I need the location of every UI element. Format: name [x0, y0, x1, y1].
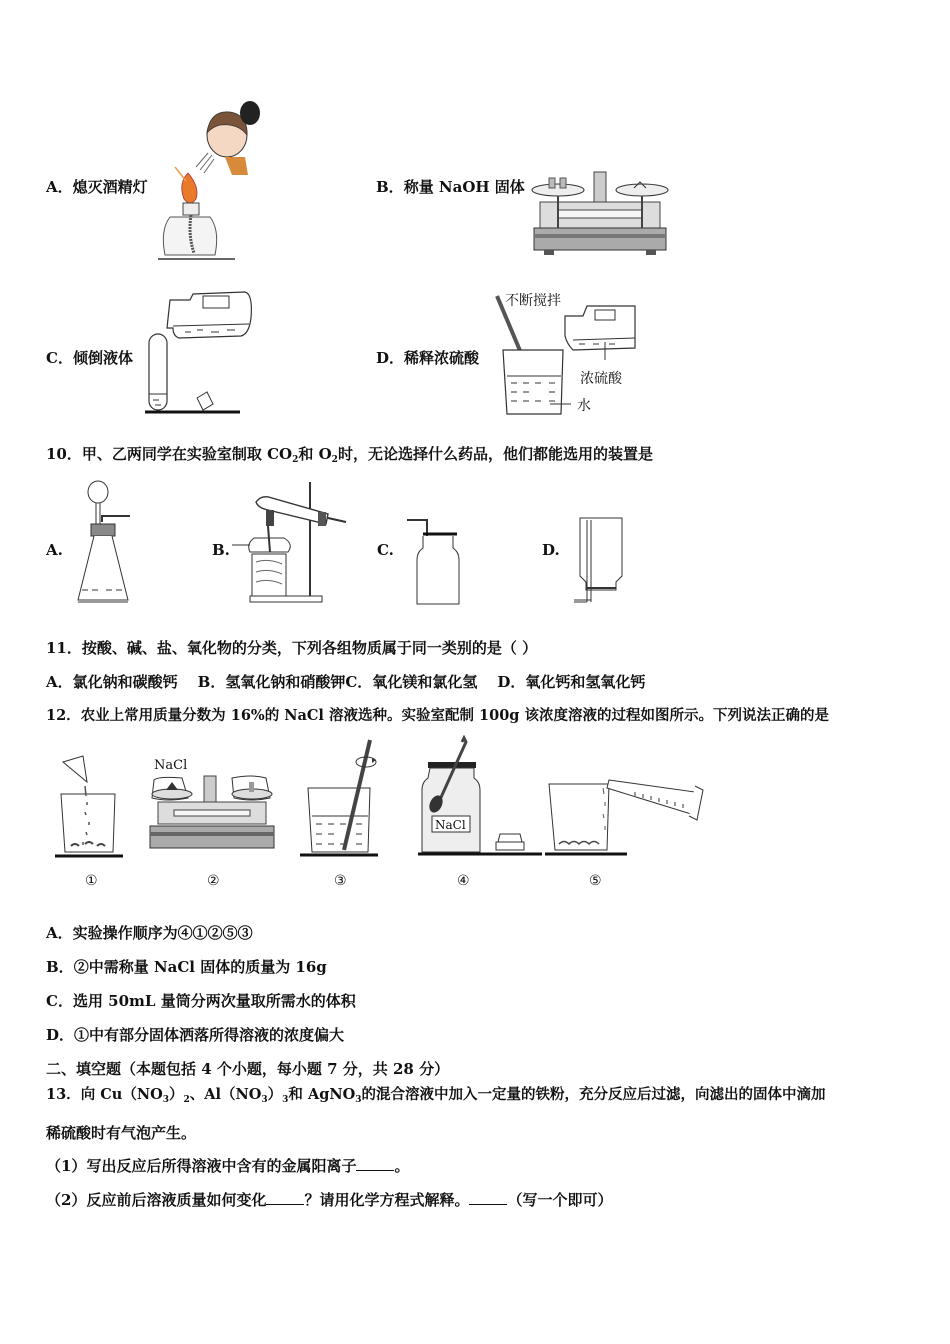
option-letter: B． — [197, 673, 226, 691]
inverted-bottle-figure — [570, 516, 630, 608]
q9-option-c — [46, 348, 133, 368]
stem-text: 和 O — [298, 445, 332, 463]
alcohol-lamp-figure — [150, 95, 270, 265]
section2-heading: 二、填空题（本题包括 4 个小题，每小题 7 分，共 28 分） — [46, 1060, 450, 1078]
stem-text: 的混合溶液中加入一定量的铁粉，充分反应后过滤，向滤出的固体中滴加 — [361, 1086, 826, 1103]
step5-pour-water-figure — [545, 768, 710, 860]
q13-stem-line2: 稀硫酸时有气泡产生。 — [46, 1124, 197, 1142]
q10-option-b-label: B. — [212, 541, 230, 559]
q11-option-d — [497, 673, 645, 691]
step3-stir-figure — [300, 738, 380, 860]
sub-question-text: （写一个即可） — [507, 1191, 613, 1209]
q9-option-b — [376, 177, 525, 197]
sub-question-text: 反应前后溶液质量如何变化 — [86, 1191, 267, 1209]
option-text: 氧化钙和氢氧化钙 — [525, 673, 646, 691]
step1-label: ① — [85, 873, 98, 889]
q13-sub1 — [46, 1156, 409, 1176]
punctuation: 。 — [394, 1157, 410, 1175]
step4-label: ④ — [457, 873, 470, 889]
option-letter: A． — [46, 924, 73, 942]
option-text: 实验操作顺序为④①②⑤③ — [72, 924, 253, 942]
stem-text: 时，无论选择什么药品，他们都能选用的装置是 — [337, 445, 653, 463]
sub-question-text: 写出反应后所得溶液中含有的金属阳离子 — [86, 1157, 357, 1175]
option-letter: A． — [46, 178, 73, 196]
acid-label: 浓硫酸 — [580, 371, 622, 387]
option-letter: B． — [46, 958, 74, 976]
subscript: 2 — [292, 455, 299, 465]
option-text: 氧化镁和氯化氢 — [372, 673, 478, 691]
question-number: 12． — [46, 707, 81, 724]
option-text: 氯化钠和碳酸钙 — [72, 673, 178, 691]
step3-label: ③ — [334, 873, 347, 889]
option-text: 倾倒液体 — [72, 349, 133, 367]
q12-option-d — [46, 1025, 344, 1045]
option-letter: D． — [376, 349, 405, 367]
step1-pour-solid-figure — [55, 756, 125, 861]
heating-apparatus-figure — [242, 480, 352, 605]
subscript: 2 — [183, 1095, 190, 1105]
sub-question-label: （1） — [46, 1157, 87, 1175]
pouring-liquid-figure — [145, 290, 255, 415]
answer-blank[interactable] — [469, 1190, 507, 1205]
q13-stem-line1 — [46, 1085, 826, 1110]
q11-option-a — [46, 673, 178, 691]
q11-option-c — [345, 673, 477, 691]
option-text: 稀释浓硫酸 — [404, 349, 480, 367]
option-letter: C． — [345, 673, 373, 691]
stem-text: ） — [267, 1086, 283, 1103]
conical-flask-figure — [72, 478, 142, 608]
stir-label: 不断搅拌 — [505, 293, 561, 309]
step5-label: ⑤ — [589, 873, 602, 889]
stem-text: 甲、乙两同学在实验室制取 CO — [81, 445, 293, 463]
option-text: 选用 50mL 量筒分两次量取所需水的体积 — [72, 992, 356, 1010]
q12-stem — [46, 706, 829, 726]
balance-figure — [530, 168, 670, 260]
step2-label: ② — [207, 873, 220, 889]
subscript: 3 — [355, 1095, 362, 1105]
option-letter: D． — [46, 1026, 75, 1044]
q10-option-c-label: C. — [377, 541, 394, 559]
q10-stem — [46, 444, 653, 470]
subscript: 3 — [162, 1095, 169, 1105]
q10-option-d-label: D. — [542, 541, 560, 559]
gas-bottle-figure — [405, 514, 465, 606]
step4-nacl-text: NaCl — [435, 818, 466, 832]
question-number: 10． — [46, 445, 82, 463]
stem-text: 向 Cu（NO — [80, 1086, 163, 1103]
q12-option-b — [46, 957, 327, 977]
q11-stem — [46, 638, 537, 658]
option-text: 称量 NaOH 固体 — [403, 178, 525, 196]
subscript: 3 — [261, 1095, 268, 1105]
q12-option-a — [46, 923, 253, 943]
option-text: ①中有部分固体洒落所得溶液的浓度偏大 — [74, 1026, 345, 1044]
option-letter: C． — [46, 992, 73, 1010]
option-letter: C． — [46, 349, 73, 367]
option-letter: A． — [46, 673, 73, 691]
question-number: 11． — [46, 639, 82, 657]
option-letter: B． — [376, 178, 404, 196]
q10-option-a-label: A. — [46, 541, 63, 559]
option-text: ②中需称量 NaCl 固体的质量为 16g — [73, 958, 327, 976]
subscript: 3 — [282, 1095, 289, 1105]
q9-option-a — [46, 177, 148, 197]
step2-nacl-text: NaCl — [154, 758, 188, 773]
stem-text: 、Al（NO — [189, 1086, 262, 1103]
stem-text: 农业上常用质量分数为 16%的 NaCl 溶液选种。实验室配制 100g 该浓度溶液的过程如图所示。下列说法正确的是 — [80, 707, 829, 724]
q12-option-c — [46, 991, 356, 1011]
stem-text: 和 AgNO — [288, 1086, 356, 1103]
q9-option-d — [376, 348, 479, 368]
stem-text: 按酸、碱、盐、氧化物的分类，下列各组物质属于同一类别的是（ ） — [81, 639, 538, 657]
step2-balance-figure — [148, 772, 276, 858]
step4-take-nacl-figure — [418, 738, 542, 860]
answer-blank[interactable] — [266, 1190, 304, 1205]
option-letter: D． — [497, 673, 526, 691]
sub-question-text: ？请用化学方程式解释。 — [304, 1191, 470, 1209]
subscript: 2 — [331, 455, 338, 465]
stem-text: ） — [168, 1086, 184, 1103]
answer-blank[interactable] — [356, 1156, 394, 1171]
water-label: 水 — [577, 398, 591, 414]
q11-option-b — [198, 673, 346, 691]
q13-sub2 — [46, 1190, 612, 1210]
question-number: 13． — [46, 1086, 81, 1103]
sub-question-label: （2） — [46, 1191, 87, 1209]
q11-options — [46, 672, 645, 692]
option-text: 氢氧化钠和硝酸钾 — [225, 673, 346, 691]
option-text: 熄灭酒精灯 — [72, 178, 148, 196]
